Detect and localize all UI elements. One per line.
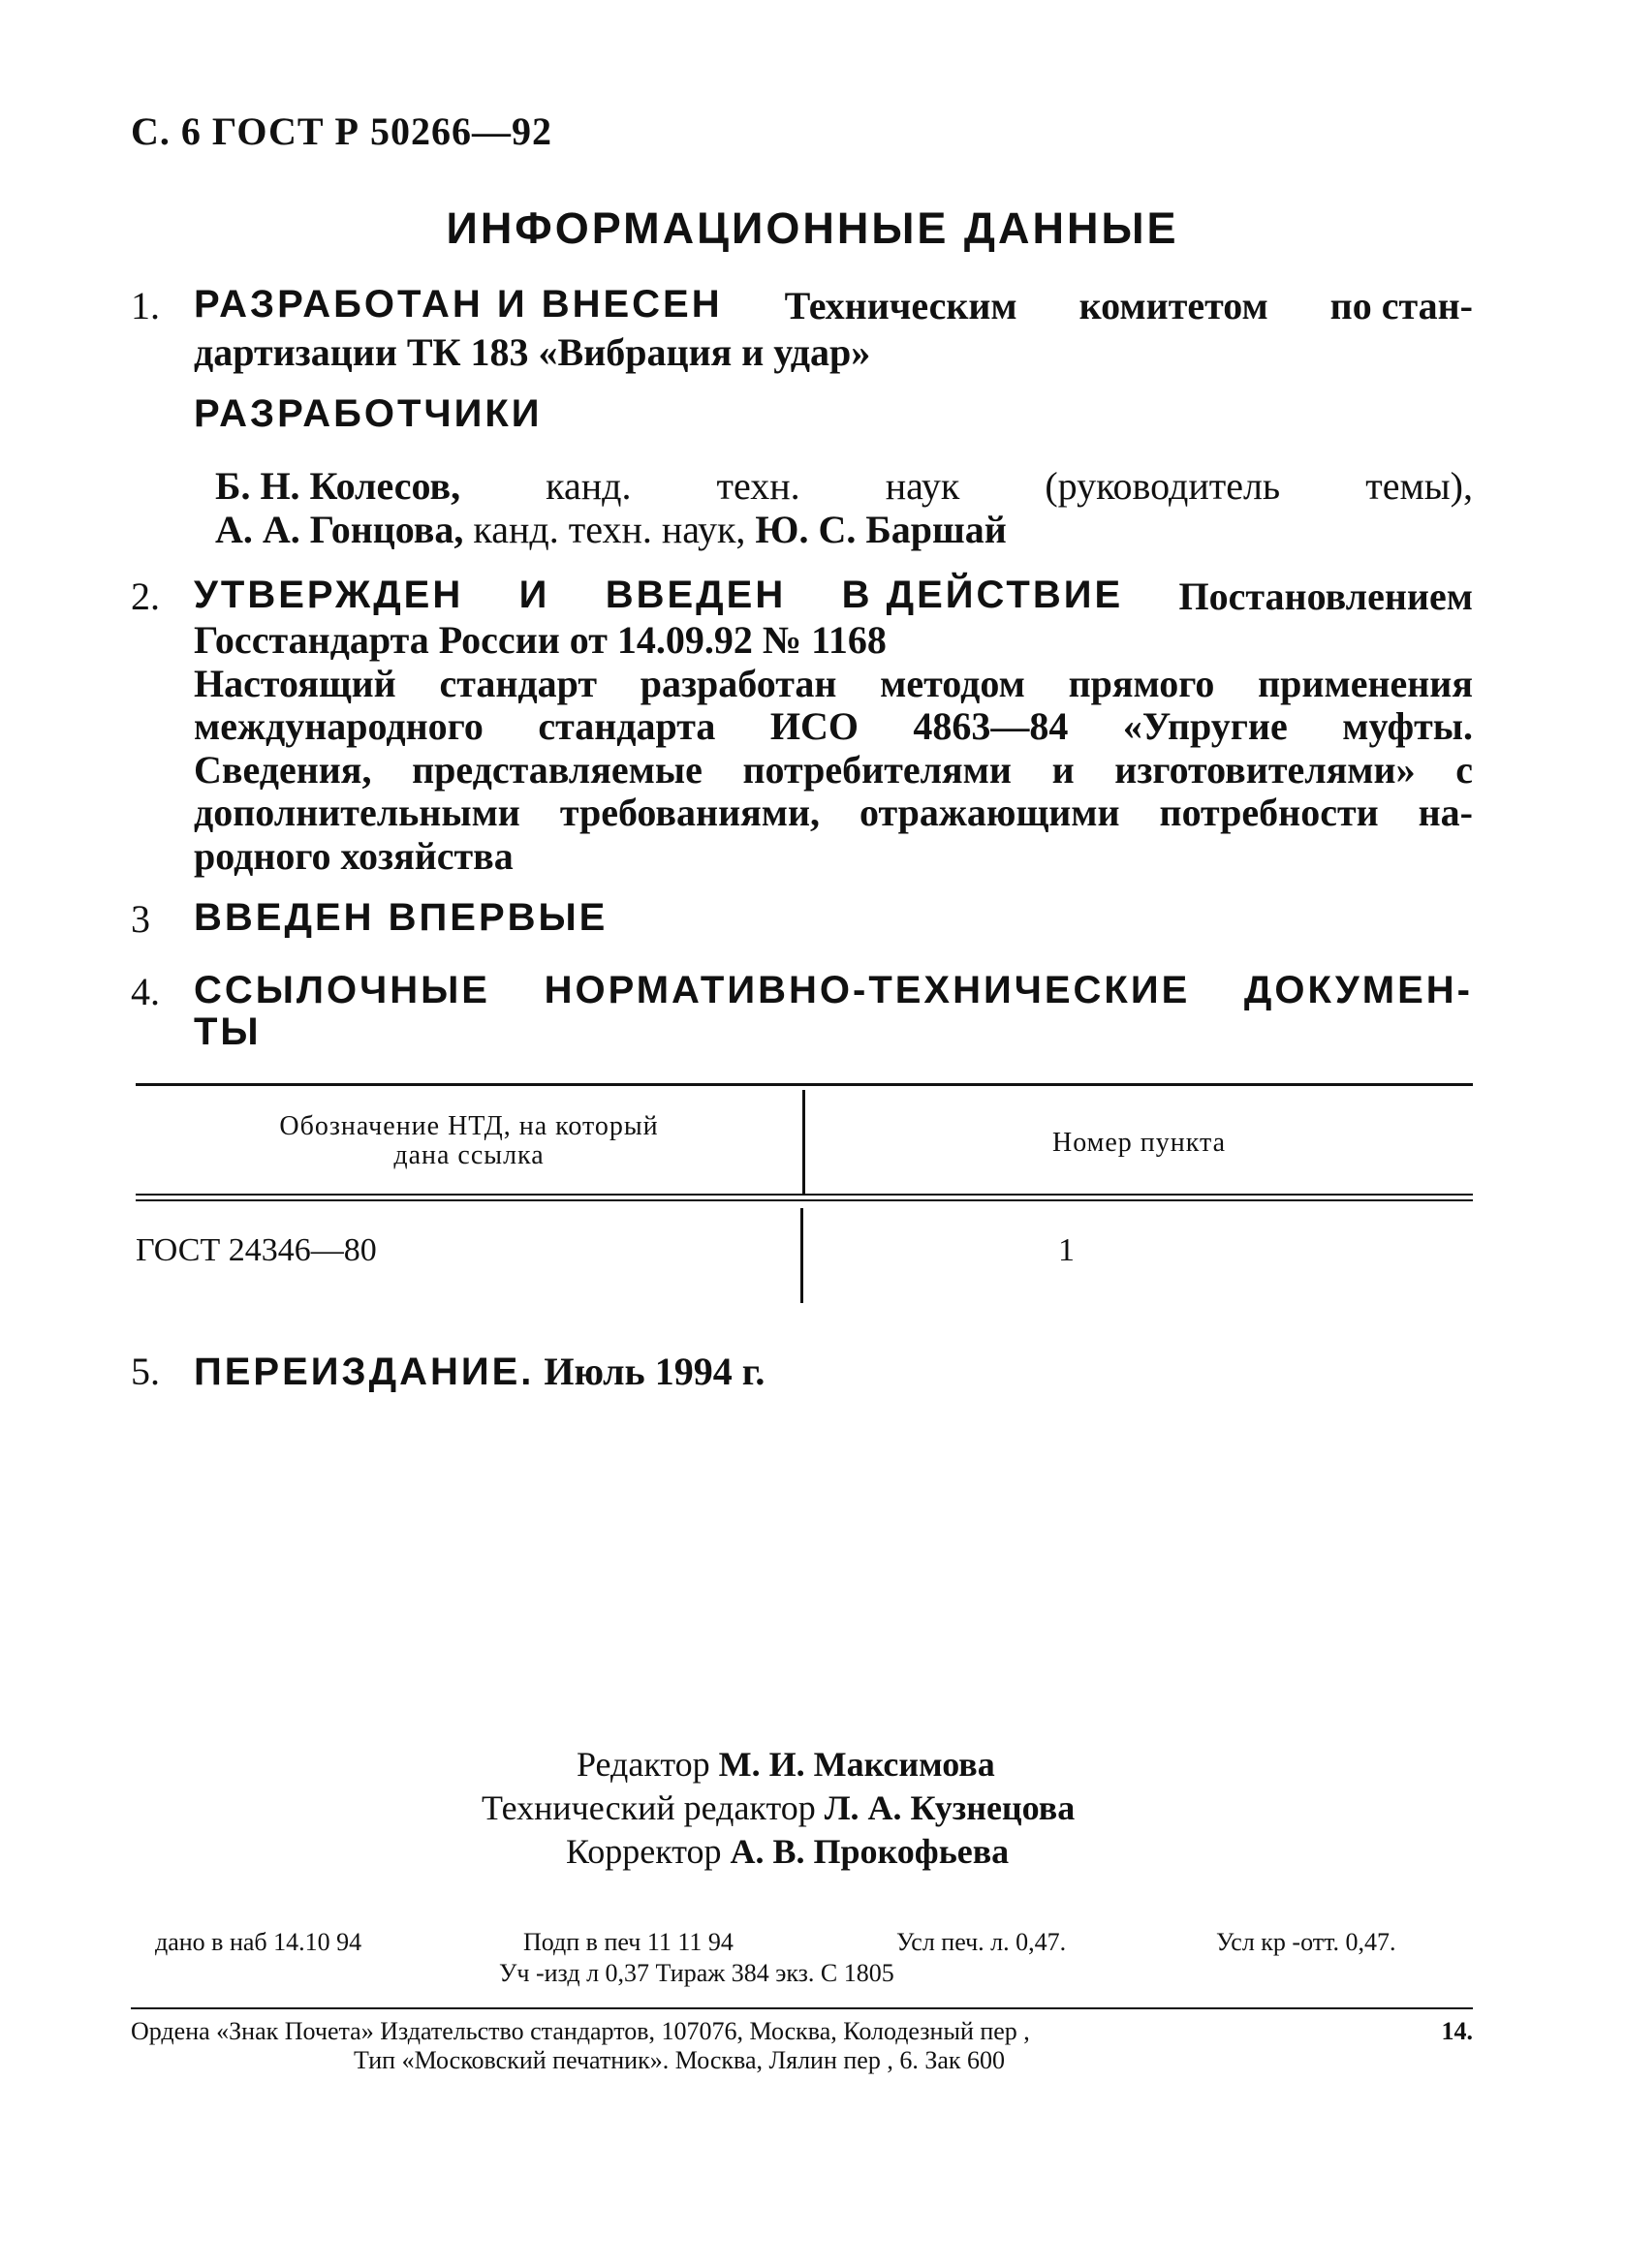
item-2-line-1 bbox=[194, 574, 1473, 619]
table-cell-doc: ГОСТ 24346—80 bbox=[136, 1232, 377, 1268]
item-4-word-2: НОРМАТИВНО-ТЕХНИЧЕСКИЕ bbox=[544, 969, 1191, 1011]
editor-name: М. И. Максимова bbox=[718, 1745, 995, 1784]
editor-role: Редактор bbox=[577, 1745, 710, 1784]
publisher-house-number: 14. bbox=[1441, 2017, 1473, 2045]
item-2-number: 2. bbox=[131, 575, 160, 618]
imprint-rule bbox=[131, 2007, 1473, 2009]
developers-line-1 bbox=[215, 463, 1473, 509]
table-row-divider bbox=[800, 1208, 803, 1303]
item-1-caps: РАЗРАБОТАН И ВНЕСЕН bbox=[194, 283, 723, 326]
publisher-line-1 bbox=[131, 2017, 1473, 2046]
imprint-sent: дано в наб 14.10 94 bbox=[155, 1928, 362, 1956]
item-1-word-2: комитетом bbox=[1078, 284, 1268, 327]
credit-editor bbox=[577, 1744, 995, 1785]
item-4-word-1: ССЫЛОЧНЫЕ bbox=[194, 969, 490, 1011]
dev-word-2: техн. bbox=[716, 464, 800, 508]
tech-editor-name: Л. А. Кузнецова bbox=[824, 1788, 1076, 1827]
imprint-color-sheets: Усл кр -отт. 0,47. bbox=[1216, 1928, 1396, 1956]
developer-degree: канд. техн. наук, bbox=[473, 508, 746, 551]
imprint-line-2: Уч -изд л 0,37 Тираж 384 экз. С 1805 bbox=[499, 1959, 894, 1987]
item-3-text: ВВЕДЕН ВПЕРВЫЕ bbox=[194, 896, 609, 939]
table-header-col-2: Номер пункта bbox=[1051, 1128, 1227, 1158]
developers-line-2 bbox=[215, 507, 1007, 552]
corrector-name: А. В. Прокофьева bbox=[730, 1832, 1010, 1871]
table-top-rule bbox=[136, 1083, 1473, 1086]
table-header-col-1 bbox=[136, 1112, 802, 1170]
table-header-col-1-line-2: дана ссылка bbox=[393, 1140, 545, 1170]
item-1-line-1 bbox=[194, 283, 1473, 328]
dev-word-3: наук bbox=[885, 464, 960, 508]
table-header-rule-1 bbox=[136, 1194, 1473, 1196]
item-2-caps-tail: Постановлением bbox=[1178, 575, 1473, 618]
publisher-text: Ордена «Знак Почета» Издательство стандартов, 107076, Москва, Колодезный пер , bbox=[131, 2017, 1030, 2045]
item-5-caps: ПЕРЕИЗДАНИЕ. bbox=[194, 1351, 535, 1393]
item-4-word-3: ДОКУМЕН- bbox=[1243, 969, 1473, 1011]
credit-corrector bbox=[566, 1831, 1009, 1872]
section-title: ИНФОРМАЦИОННЫЕ ДАННЫЕ bbox=[446, 203, 1179, 253]
item-2-para-5: родного хозяйства bbox=[194, 834, 514, 878]
item-2-line-2: Госстандарта России от 14.09.92 № 1168 bbox=[194, 618, 887, 662]
item-2-para-2: международного стандарта ИСО 4863—84 «Упругие муфты. bbox=[194, 704, 1473, 748]
item-5-tail: Июль 1994 г. bbox=[544, 1350, 766, 1393]
item-2-caps-3: ВВЕДЕН bbox=[605, 574, 787, 616]
tech-editor-role: Технический редактор bbox=[482, 1788, 816, 1827]
item-2-caps-2: И bbox=[518, 574, 550, 616]
item-1-line-2: дартизации ТК 183 «Вибрация и удар» bbox=[194, 330, 871, 374]
item-2-caps-4: В ДЕЙСТВИЕ bbox=[841, 574, 1124, 616]
imprint-signed: Подп в печ 11 11 94 bbox=[523, 1928, 734, 1956]
item-5-line bbox=[194, 1349, 765, 1394]
item-3-number: 3 bbox=[131, 897, 150, 941]
item-4-line-2: ТЫ bbox=[194, 1010, 262, 1053]
item-2-para-3: Сведения, представляемые потребителями и изготовителями» с bbox=[194, 748, 1473, 792]
developers-heading: РАЗРАБОТЧИКИ bbox=[194, 392, 543, 435]
developer-name-2: А. А. Гонцова, bbox=[215, 508, 464, 551]
page-header: С. 6 ГОСТ Р 50266—92 bbox=[131, 109, 552, 153]
item-1-word-3: по стан- bbox=[1329, 284, 1473, 327]
table-cell-clause: 1 bbox=[1058, 1232, 1075, 1268]
item-4-line-1 bbox=[194, 969, 1473, 1012]
corrector-role: Корректор bbox=[566, 1832, 722, 1871]
item-2-para-4: дополнительными требованиями, отражающими потребности на- bbox=[194, 791, 1473, 834]
credit-tech-editor bbox=[482, 1787, 1075, 1828]
developer-name-3: Ю. С. Баршай bbox=[755, 508, 1007, 551]
dev-word-1: канд. bbox=[546, 464, 632, 508]
publisher-line-2: Тип «Московский печатник». Москва, Лялин пер , 6. Зак 600 bbox=[354, 2046, 1006, 2074]
item-5-number: 5. bbox=[131, 1350, 160, 1393]
dev-word-5: темы), bbox=[1365, 464, 1473, 508]
item-2-caps-1: УТВЕРЖДЕН bbox=[194, 574, 464, 616]
table-header-col-1-line-1: Обозначение НТД, на который bbox=[279, 1111, 659, 1141]
item-4-number: 4. bbox=[131, 970, 160, 1013]
item-2-para-1: Настоящий стандарт разработан методом прямого применения bbox=[194, 662, 1473, 705]
item-1-number: 1. bbox=[131, 284, 160, 327]
item-1-word-1: Техническим bbox=[784, 284, 1017, 327]
imprint-print-sheets: Усл печ. л. 0,47. bbox=[896, 1928, 1067, 1956]
table-header-rule-2 bbox=[136, 1199, 1473, 1201]
developer-name-1: Б. Н. Колесов, bbox=[215, 464, 461, 508]
dev-word-4: (руководитель bbox=[1045, 464, 1281, 508]
